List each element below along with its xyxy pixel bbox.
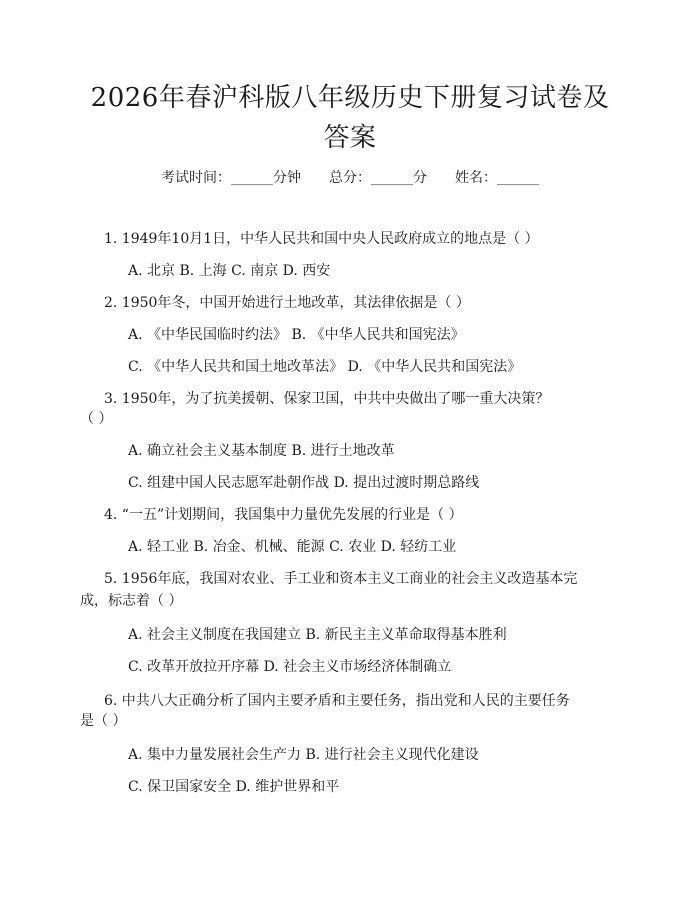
exam-info-line: [0, 168, 700, 188]
question-6-line-2-text: 是（ ）: [80, 713, 127, 729]
document-title: 2026年春沪科版八年级历史下册复习试卷及答案: [90, 83, 610, 153]
question-3-line-2: （ ）: [80, 411, 113, 427]
exam-time-field: 考试时间：______分钟: [161, 170, 301, 186]
question-5-line-2: [80, 588, 604, 614]
question-1: 1. 1949年10月1日，中华人民共和国中央人民政府成立的地点是（ ）: [104, 231, 539, 247]
question-5-line-2-text: 成，标志着（ ）: [80, 593, 183, 609]
question-6-line-2: [80, 708, 604, 734]
question-2-options-ab: A. 《中华民国临时约法》 B. 《中华人民共和国宪法》: [128, 327, 465, 343]
question-5-line-1: 5. 1956年底，我国对农业、手工业和资本主义工商业的社会主义改造基本完: [104, 571, 578, 587]
student-name-field: 姓名：______: [455, 170, 539, 186]
question-3-line-1: 3. 1950年，为了抗美援朝、保家卫国，中共中央做出了哪一重大决策？: [104, 391, 550, 407]
question-2-options-cd: C. 《中华人民共和国土地改革法》 D. 《中华人民共和国宪法》: [128, 359, 522, 375]
question-4: 4. “一五”计划期间，我国集中力量优先发展的行业是（ ）: [104, 507, 463, 523]
question-5-options-cd: C. 改革开放拉开序幕 D. 社会主义市场经济体制确立: [128, 659, 452, 675]
question-6-line-1: 6. 中共八大正确分析了国内主要矛盾和主要任务，指出党和人民的主要任务: [104, 693, 570, 709]
question-4-options: A. 轻工业 B. 冶金、机械、能源 C. 农业 D. 轻纺工业: [128, 539, 457, 555]
question-6-options-ab: A. 集中力量发展社会生产力 B. 进行社会主义现代化建设: [128, 747, 479, 763]
total-score-field: 总分：______分: [329, 170, 427, 186]
question-6-options-cd: C. 保卫国家安全 D. 维护世界和平: [128, 779, 340, 795]
question-3-options-cd: C. 组建中国人民志愿军赴朝作战 D. 提出过渡时期总路线: [128, 475, 480, 491]
question-2: 2. 1950年冬，中国开始进行土地改革，其法律依据是（ ）: [104, 295, 470, 311]
question-3-options-ab: A. 确立社会主义基本制度 B. 进行土地改革: [128, 443, 395, 459]
question-1-options: A. 北京 B. 上海 C. 南京 D. 西安: [128, 263, 331, 279]
question-5-options-ab: A. 社会主义制度在我国建立 B. 新民主主义革命取得基本胜利: [128, 627, 507, 643]
